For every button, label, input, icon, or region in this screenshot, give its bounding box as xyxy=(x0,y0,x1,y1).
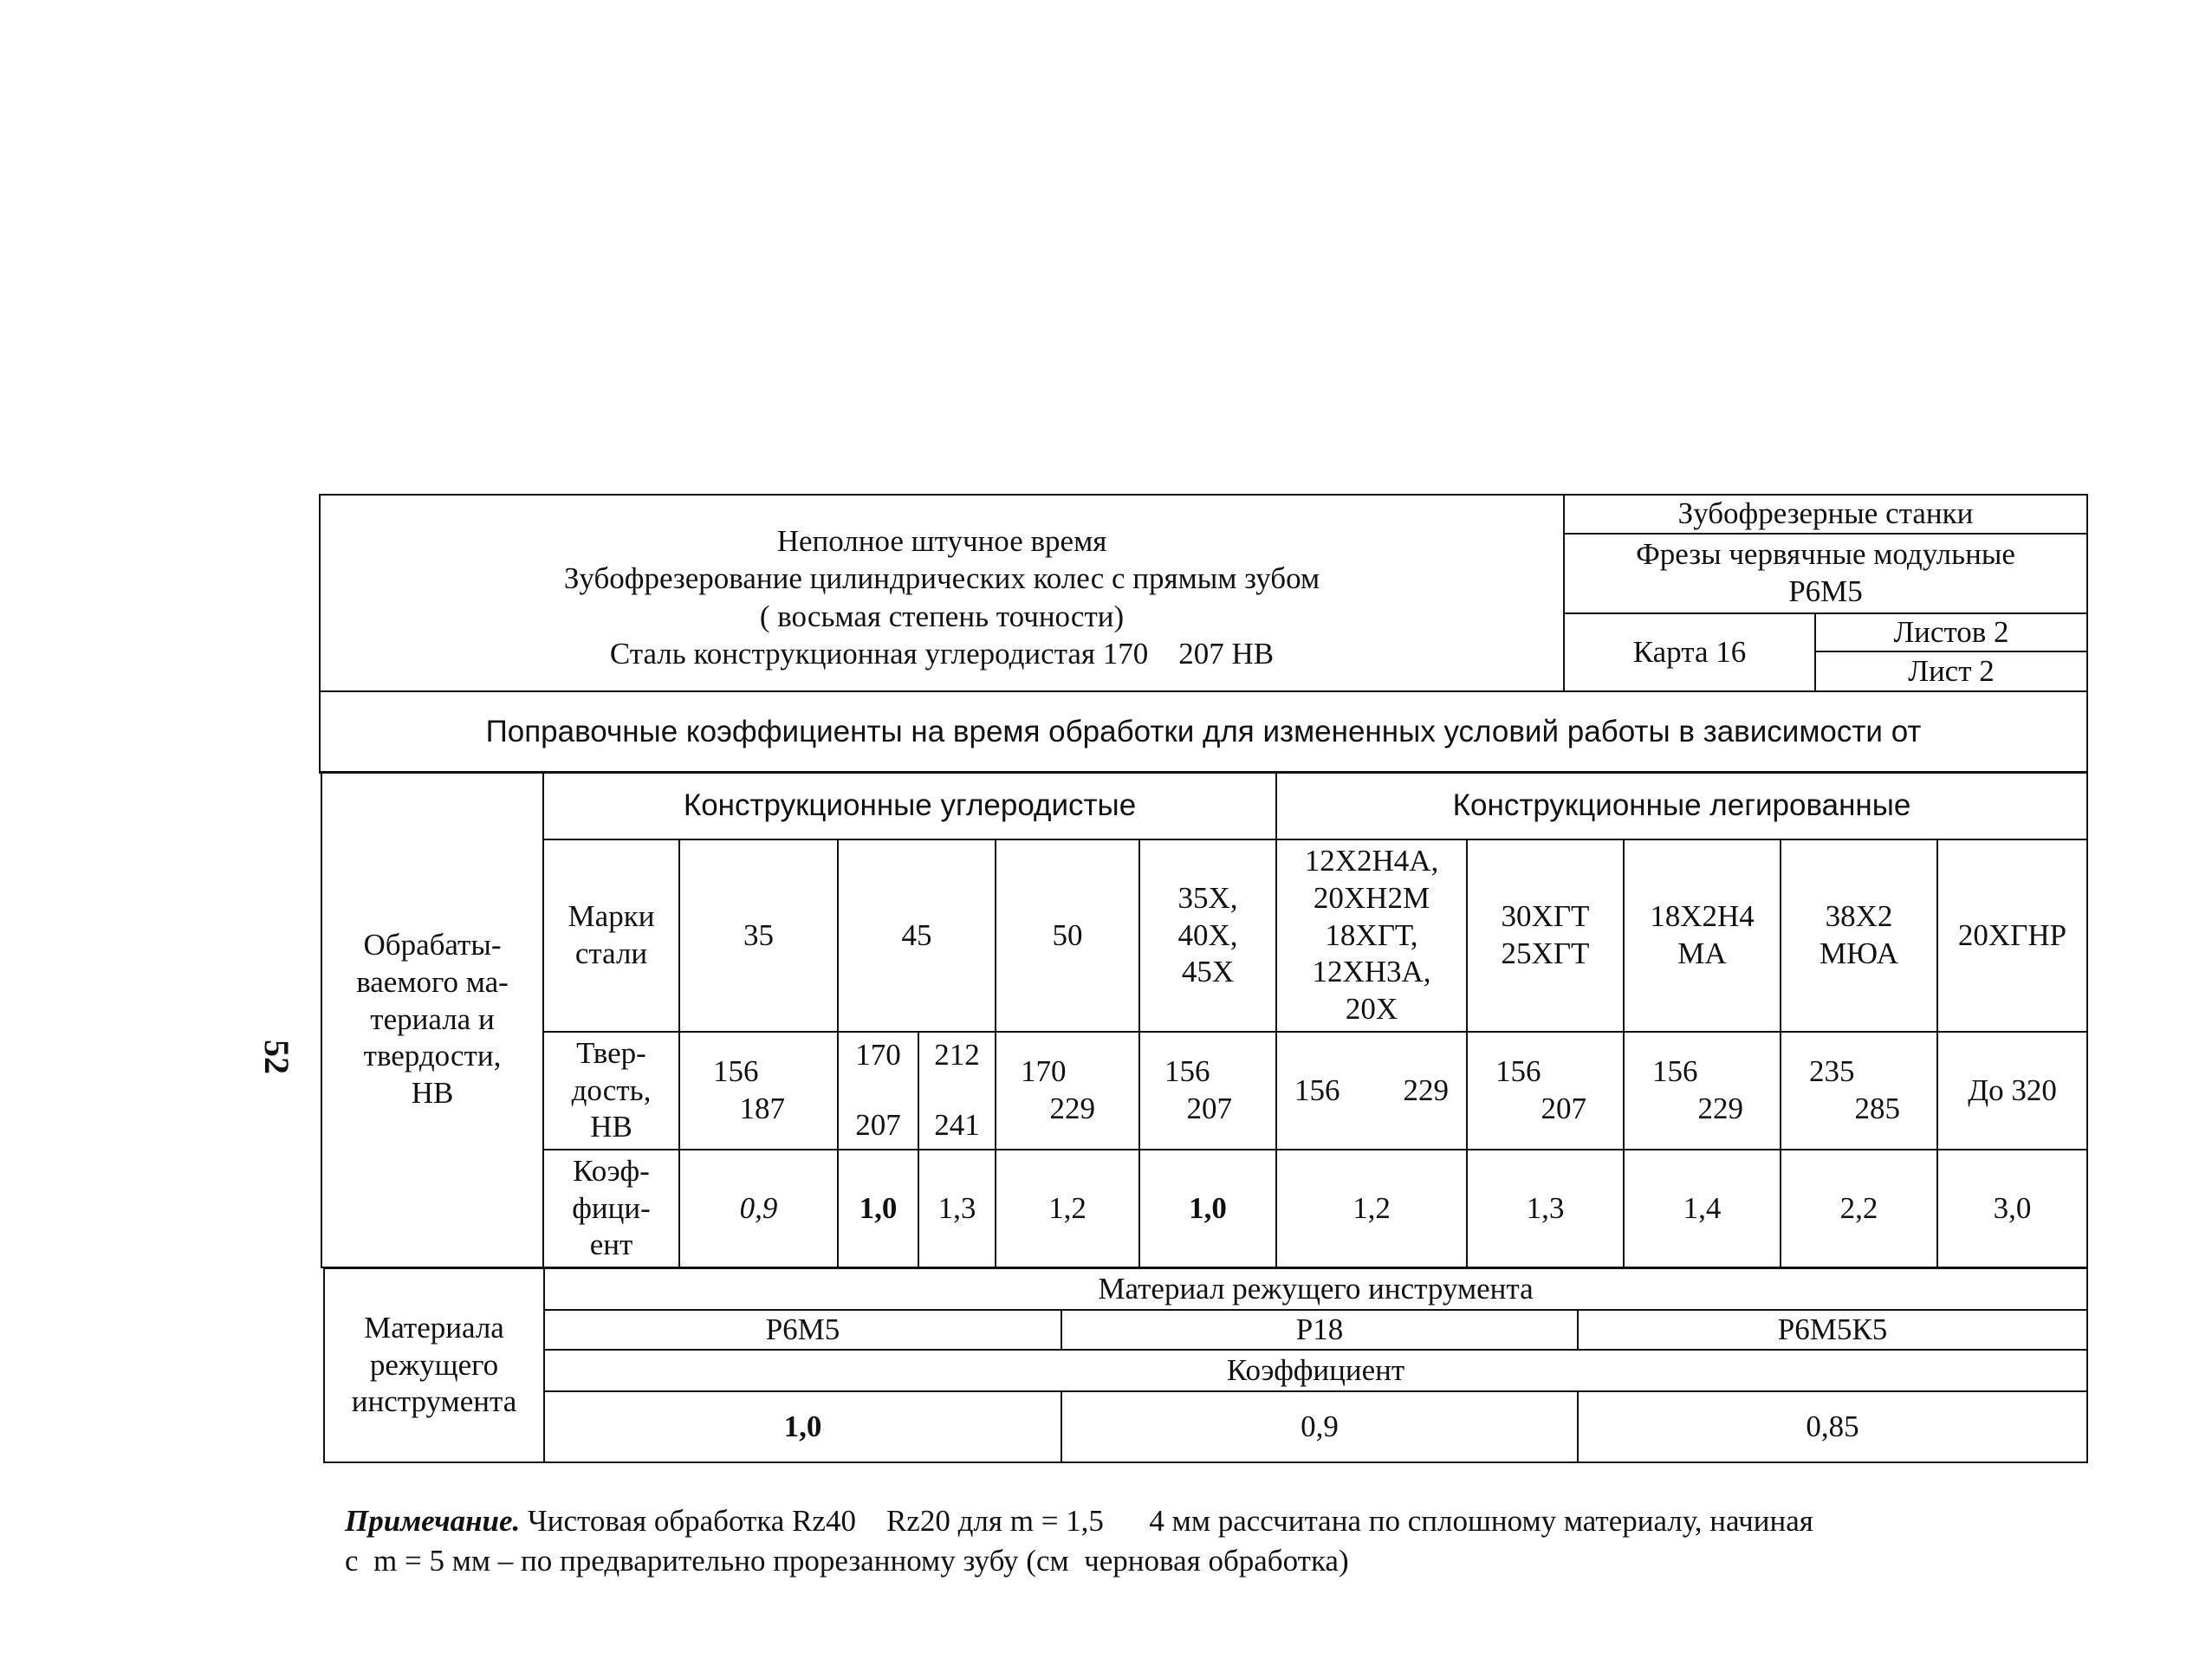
grade-alloy-4-line: 18Х2Н4 xyxy=(1650,899,1755,934)
note-line-1: Чистовая обработка Rz40 Rz20 для m = 1,5 4 мм рассчитана по сплошному материалу, начиная xyxy=(520,1504,1813,1538)
hardness-max: 187 xyxy=(739,1092,785,1125)
hardness-label-line: НВ xyxy=(590,1110,632,1144)
title-line-3: ( восьмая степень точности) xyxy=(759,599,1125,633)
material-coefficients-table xyxy=(321,771,2088,1268)
hardness-alloy-3 xyxy=(1467,1032,1624,1150)
material-label-line-5: НВ xyxy=(411,1076,454,1111)
coef-alloy-5: 2,2 xyxy=(1781,1150,1937,1267)
note-label: Примечание. xyxy=(345,1504,521,1538)
tool-row-label xyxy=(324,1268,544,1462)
grade-alloy-1 xyxy=(1139,839,1276,1032)
header-table xyxy=(319,494,2088,774)
hardness-alloy-6: До 320 xyxy=(1937,1032,2087,1150)
grade-label-line-1: Марки xyxy=(568,899,655,934)
hardness-min: 212 xyxy=(934,1038,980,1073)
hardness-min: 156 xyxy=(1652,1054,1698,1089)
hardness-label-line: Твер- xyxy=(576,1035,646,1070)
title-line-2: Зубофрезерование цилиндрических колес с прямым зубом xyxy=(563,561,1320,596)
note-line-2: с m = 5 мм – по предварительно прорезанному зубу (см черновая обработка) xyxy=(345,1543,1349,1578)
hardness-max: 207 xyxy=(855,1108,901,1142)
grade-alloy-4 xyxy=(1624,839,1781,1032)
material-label-line-1: Обрабаты- xyxy=(363,928,502,962)
tool-label-line: Материала xyxy=(364,1310,504,1345)
hardness-max: 241 xyxy=(934,1108,980,1142)
hardness-max: 207 xyxy=(1186,1092,1232,1125)
hardness-min: 170 xyxy=(1021,1054,1067,1089)
hardness-label xyxy=(543,1032,679,1150)
hardness-45b xyxy=(918,1032,996,1150)
group-carbon: Конструкционные углеродистые xyxy=(543,772,1276,839)
tool-material-2: Р18 xyxy=(1061,1310,1578,1350)
coef-alloy-2: 1,2 xyxy=(1276,1150,1467,1267)
group-alloy: Конструкционные легированные xyxy=(1276,772,2087,839)
coef-label-line: фици- xyxy=(572,1190,651,1225)
material-label-line-4: твердости, xyxy=(363,1039,502,1073)
hardness-max: 229 xyxy=(1403,1073,1449,1107)
coef-alloy-3: 1,3 xyxy=(1467,1150,1624,1267)
material-label-line-2: ваемого ма- xyxy=(356,964,509,999)
grade-alloy-4-line: МА xyxy=(1677,936,1727,970)
grade-label-line-2: стали xyxy=(574,936,648,970)
tool-label-line: режущего xyxy=(369,1347,499,1382)
hardness-alloy-2 xyxy=(1276,1032,1467,1150)
grade-alloy-2-line: 20Х xyxy=(1345,992,1398,1027)
hardness-alloy-5 xyxy=(1781,1032,1937,1150)
tool-label-line: инструмента xyxy=(351,1384,517,1419)
hardness-min: 156 xyxy=(1294,1073,1340,1107)
grade-alloy-1-line: 40Х, xyxy=(1177,917,1238,952)
hardness-alloy-1 xyxy=(1139,1032,1276,1150)
grade-alloy-5 xyxy=(1781,839,1937,1032)
hardness-alloy-4 xyxy=(1624,1032,1781,1150)
sheet-number: Лист 2 xyxy=(1815,651,2087,691)
hardness-label-line: дость, xyxy=(571,1073,652,1107)
hardness-min: 156 xyxy=(713,1054,759,1089)
material-label-line-3: териала и xyxy=(370,1001,495,1036)
coef-alloy-6: 3,0 xyxy=(1937,1150,2087,1267)
coef-45a: 1,0 xyxy=(838,1150,918,1267)
coef-label-line: Коэф- xyxy=(573,1153,650,1188)
hardness-min: 156 xyxy=(1164,1054,1210,1089)
material-row-label xyxy=(321,772,543,1267)
hardness-35 xyxy=(679,1032,838,1150)
grade-alloy-1-line: 35Х, xyxy=(1177,880,1238,915)
grade-alloy-6: 20ХГНР xyxy=(1937,839,2087,1032)
page-number: 52 xyxy=(257,1040,297,1074)
title-line-1: Неполное штучное время xyxy=(776,523,1107,558)
grade-alloy-3-line: 30ХГТ xyxy=(1501,899,1590,934)
tool-material-table xyxy=(323,1267,2088,1463)
grade-45: 45 xyxy=(838,839,996,1032)
tool-material-1: Р6М5 xyxy=(544,1310,1061,1350)
footnote xyxy=(345,1501,2078,1580)
machines-cell: Зубофрезерные станки xyxy=(1564,495,2087,534)
tool-material-header: Материал режущего инструмента xyxy=(544,1268,2087,1310)
grade-label xyxy=(543,839,679,1032)
hardness-45a xyxy=(838,1032,918,1150)
hardness-min: 156 xyxy=(1495,1054,1541,1089)
tool-cell xyxy=(1564,534,2087,613)
title-block xyxy=(320,495,1564,691)
hardness-max: 229 xyxy=(1697,1092,1743,1125)
sheets-total: Листов 2 xyxy=(1815,613,2087,652)
grade-alloy-2 xyxy=(1276,839,1467,1032)
hardness-min: 235 xyxy=(1809,1054,1855,1089)
grade-50: 50 xyxy=(996,839,1139,1032)
hardness-max: 229 xyxy=(1049,1092,1095,1125)
grade-alloy-1-line: 45Х xyxy=(1181,955,1235,989)
title-line-4: Сталь конструкционная углеродистая 170 207 НВ xyxy=(609,637,1275,671)
tool-coef-header: Коэффициент xyxy=(544,1350,2087,1391)
grade-alloy-3-line: 25ХГТ xyxy=(1501,936,1590,970)
grade-alloy-3 xyxy=(1467,839,1624,1032)
tool-line-1: Фрезы червячные модульные xyxy=(1636,537,2015,571)
coef-alloy-1: 1,0 xyxy=(1139,1150,1276,1267)
tool-coef-3: 0,85 xyxy=(1578,1391,2087,1462)
tool-coef-1: 1,0 xyxy=(544,1391,1061,1462)
coef-alloy-4: 1,4 xyxy=(1624,1150,1781,1267)
coef-label xyxy=(543,1150,679,1267)
card-number: Карта 16 xyxy=(1564,613,1815,692)
tool-line-2: Р6М5 xyxy=(1788,574,1863,608)
grade-alloy-2-line: 20ХН2М xyxy=(1313,880,1430,915)
coefficients-caption: Поправочные коэффициенты на время обработки для измененных условий работы в зависимости от xyxy=(320,691,2087,773)
coef-45b: 1,3 xyxy=(918,1150,996,1267)
hardness-min: 170 xyxy=(855,1038,901,1073)
hardness-max: 207 xyxy=(1541,1092,1586,1125)
hardness-50 xyxy=(996,1032,1139,1150)
coef-50: 1,2 xyxy=(996,1150,1139,1267)
coef-label-line: ент xyxy=(589,1228,633,1262)
tool-material-3: Р6М5К5 xyxy=(1578,1310,2087,1350)
grade-35: 35 xyxy=(679,839,838,1032)
grade-alloy-2-line: 12ХН3А, xyxy=(1312,955,1431,989)
grade-alloy-5-line: 38Х2 xyxy=(1825,899,1893,934)
grade-alloy-2-line: 18ХГТ, xyxy=(1325,917,1418,952)
hardness-max: 285 xyxy=(1854,1092,1900,1125)
grade-alloy-5-line: МЮА xyxy=(1819,936,1899,970)
coef-35: 0,9 xyxy=(679,1150,838,1267)
grade-alloy-2-line: 12Х2Н4А, xyxy=(1304,844,1439,878)
tool-coef-2: 0,9 xyxy=(1061,1391,1578,1462)
